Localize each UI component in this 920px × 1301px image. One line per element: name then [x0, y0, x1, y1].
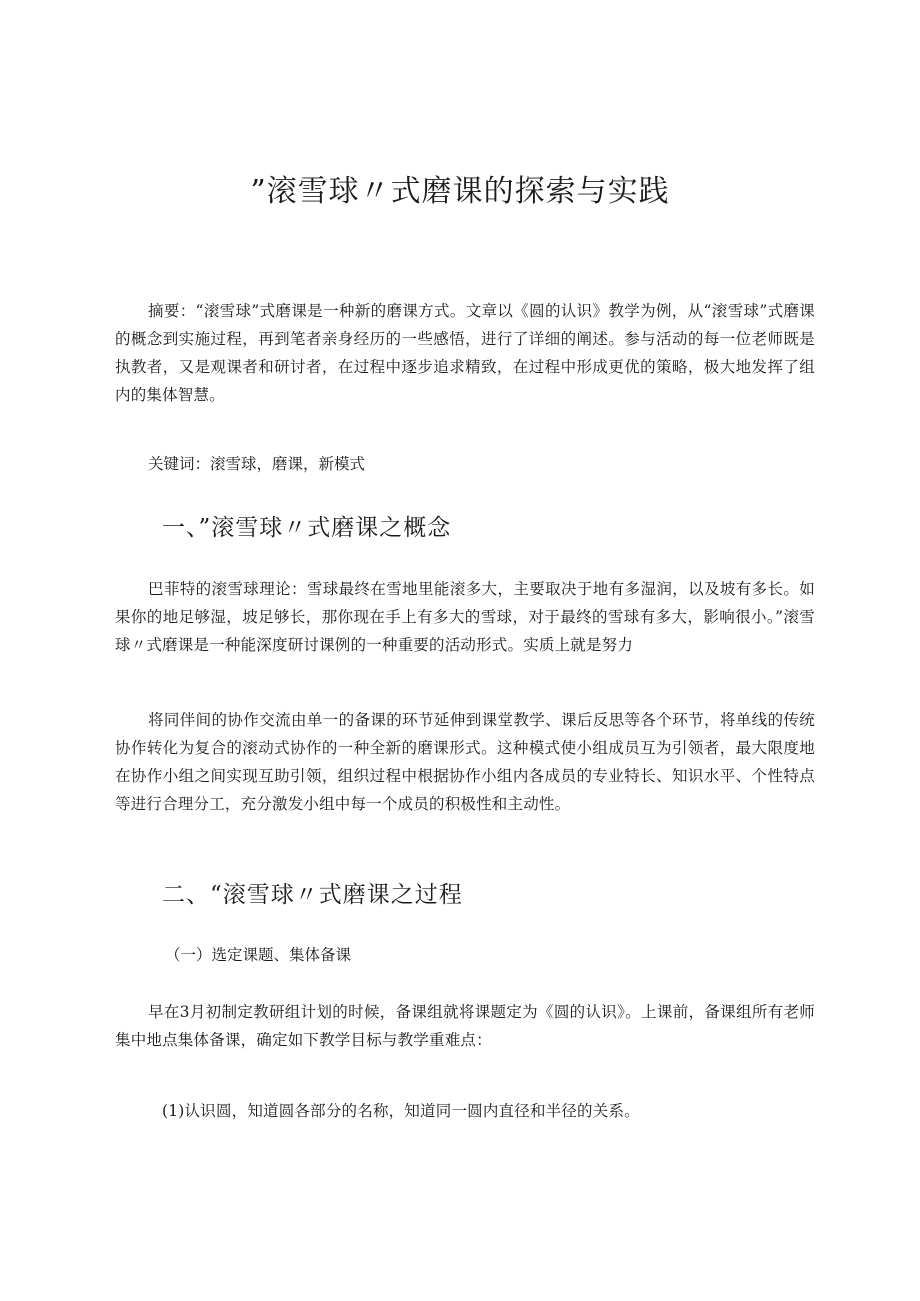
keywords-line: 关键词：滚雪球，磨课，新模式	[148, 455, 366, 473]
section2-subheading-1: （一）选定课题、集体备课	[165, 946, 352, 964]
section1-heading: 一、”滚雪球〃式磨课之概念	[162, 515, 452, 541]
document-title: ”滚雪球〃式磨课的探索与实践	[250, 174, 670, 209]
section1-paragraph-2: 将同伴间的协作交流由单一的备课的环节延伸到课堂教学、课后反思等各个环节，将单线的传统协作转化为复合的滚动式协作的一种全新的磨课形式。这种模式使小组成员互为引领者，最大限度地在协作小组之间实现互助引领，组织过程中根据协作小组内各成员的专业特长、知识水平、个性特点等进行合理分工，充分激发小组中每一个成员的积极性和主动性。	[115, 711, 815, 813]
abstract-paragraph: 摘要：“滚雪球”式磨课是一种新的磨课方式。文章以《圆的认识》教学为例，从“滚雪球”式磨课的概念到实施过程，再到笔者亲身经历的一些感悟，进行了详细的阐述。参与活动的每一位老师既是执教者，又是观课者和研讨者，在过程中逐步追求精致，在过程中形成更优的策略，极大地发挥了组内的集体智慧。	[115, 302, 815, 404]
section1-paragraph-1: 巴菲特的滚雪球理论：雪球最终在雪地里能滚多大，主要取决于地有多湿润，以及坡有多长。如果你的地足够湿，坡足够长，那你现在手上有多大的雪球，对于最终的雪球有多大，影响很小。”滚雪球〃式磨课是一种能深度研讨课例的一种重要的活动形式。实质上就是努力	[115, 580, 815, 654]
objective-item-1: (1)认识圆，知道圆各部分的名称，知道同一圆内直径和半径的关系。	[162, 1102, 640, 1120]
section2-paragraph-1: 早在3月初制定教研组计划的时候，备课组就将课题定为《圆的认识》。上课前，备课组所有老师集中地点集体备课，确定如下教学目标与教学重难点：	[115, 1003, 815, 1049]
section2-heading: 二、“滚雪球〃式磨课之过程	[162, 882, 463, 908]
